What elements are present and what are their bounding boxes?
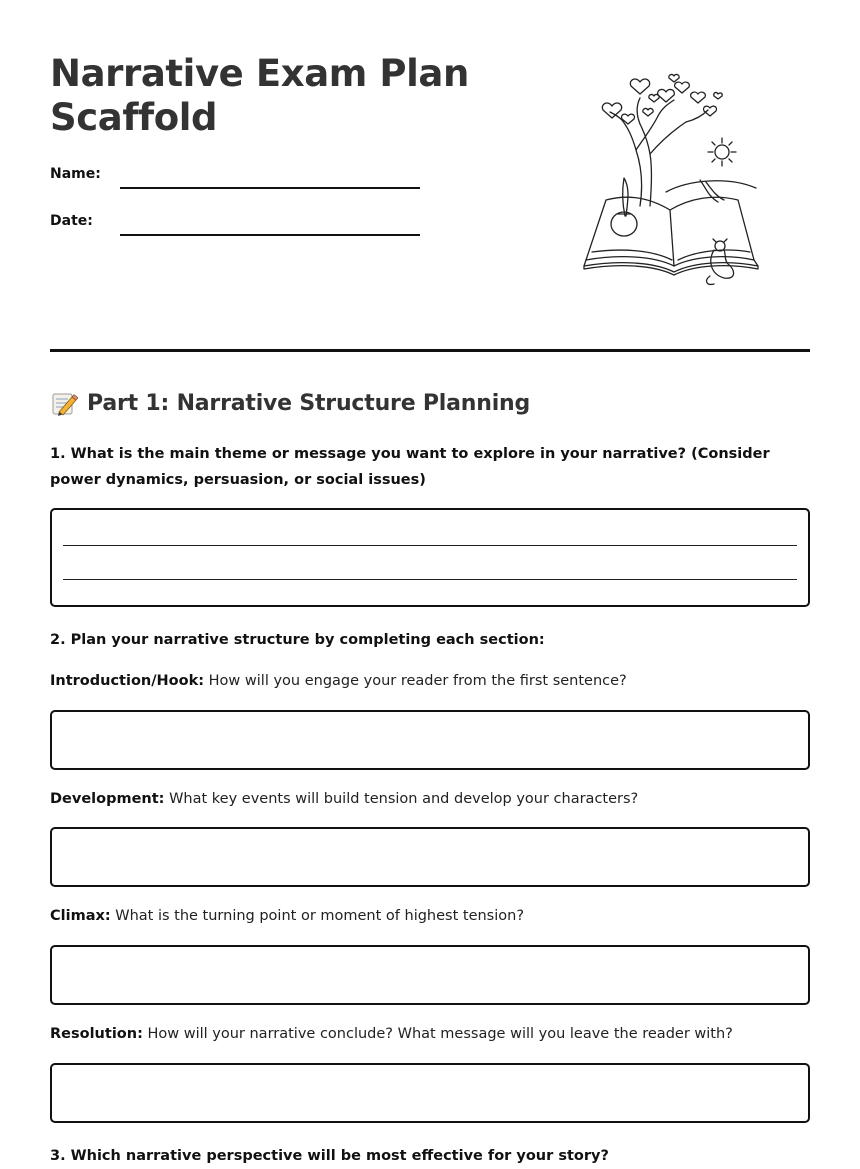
answer-line bbox=[63, 579, 797, 580]
question-2: 2. Plan your narrative structure by completing each section: bbox=[50, 632, 545, 648]
intro-answer-box[interactable] bbox=[50, 710, 810, 770]
climax-answer-box[interactable] bbox=[50, 945, 810, 1005]
resolution-answer-box[interactable] bbox=[50, 1063, 810, 1123]
name-field[interactable] bbox=[120, 187, 420, 189]
theme-answer-box[interactable] bbox=[50, 508, 810, 607]
climax-label: Climax: bbox=[50, 908, 111, 924]
intro-prompt bbox=[50, 670, 810, 692]
development-answer-box[interactable] bbox=[50, 827, 810, 887]
climax-prompt bbox=[50, 905, 810, 927]
development-text: What key events will build tension and develop your characters? bbox=[164, 791, 639, 807]
intro-label: Introduction/Hook: bbox=[50, 673, 205, 689]
date-field[interactable] bbox=[120, 234, 420, 236]
resolution-text: How will your narrative conclude? What message will you leave the reader with? bbox=[142, 1026, 733, 1042]
resolution-label: Resolution: bbox=[50, 1026, 143, 1042]
part1-heading-text: Part 1: Narrative Structure Planning bbox=[87, 390, 531, 416]
climax-text: What is the turning point or moment of highest tension? bbox=[110, 908, 525, 924]
header-divider bbox=[50, 349, 810, 352]
answer-line bbox=[63, 545, 797, 546]
resolution-prompt bbox=[50, 1023, 810, 1045]
part1-heading bbox=[50, 389, 530, 417]
open-book-tree-illustration bbox=[578, 70, 764, 290]
date-label: Date: bbox=[50, 213, 93, 229]
question-1: 1. What is the main theme or message you want to explore in your narrative? (Consider power dynamics, persuasion, or social issues) bbox=[50, 446, 770, 488]
development-prompt bbox=[50, 788, 810, 810]
name-label: Name: bbox=[50, 166, 101, 182]
question-3: 3. Which narrative perspective will be most effective for your story? bbox=[50, 1148, 609, 1164]
development-label: Development: bbox=[50, 791, 165, 807]
intro-text: How will you engage your reader from the first sentence? bbox=[204, 673, 627, 689]
memo-pencil-icon bbox=[50, 389, 78, 417]
page-title: Narrative Exam Plan Scaffold bbox=[50, 52, 469, 139]
